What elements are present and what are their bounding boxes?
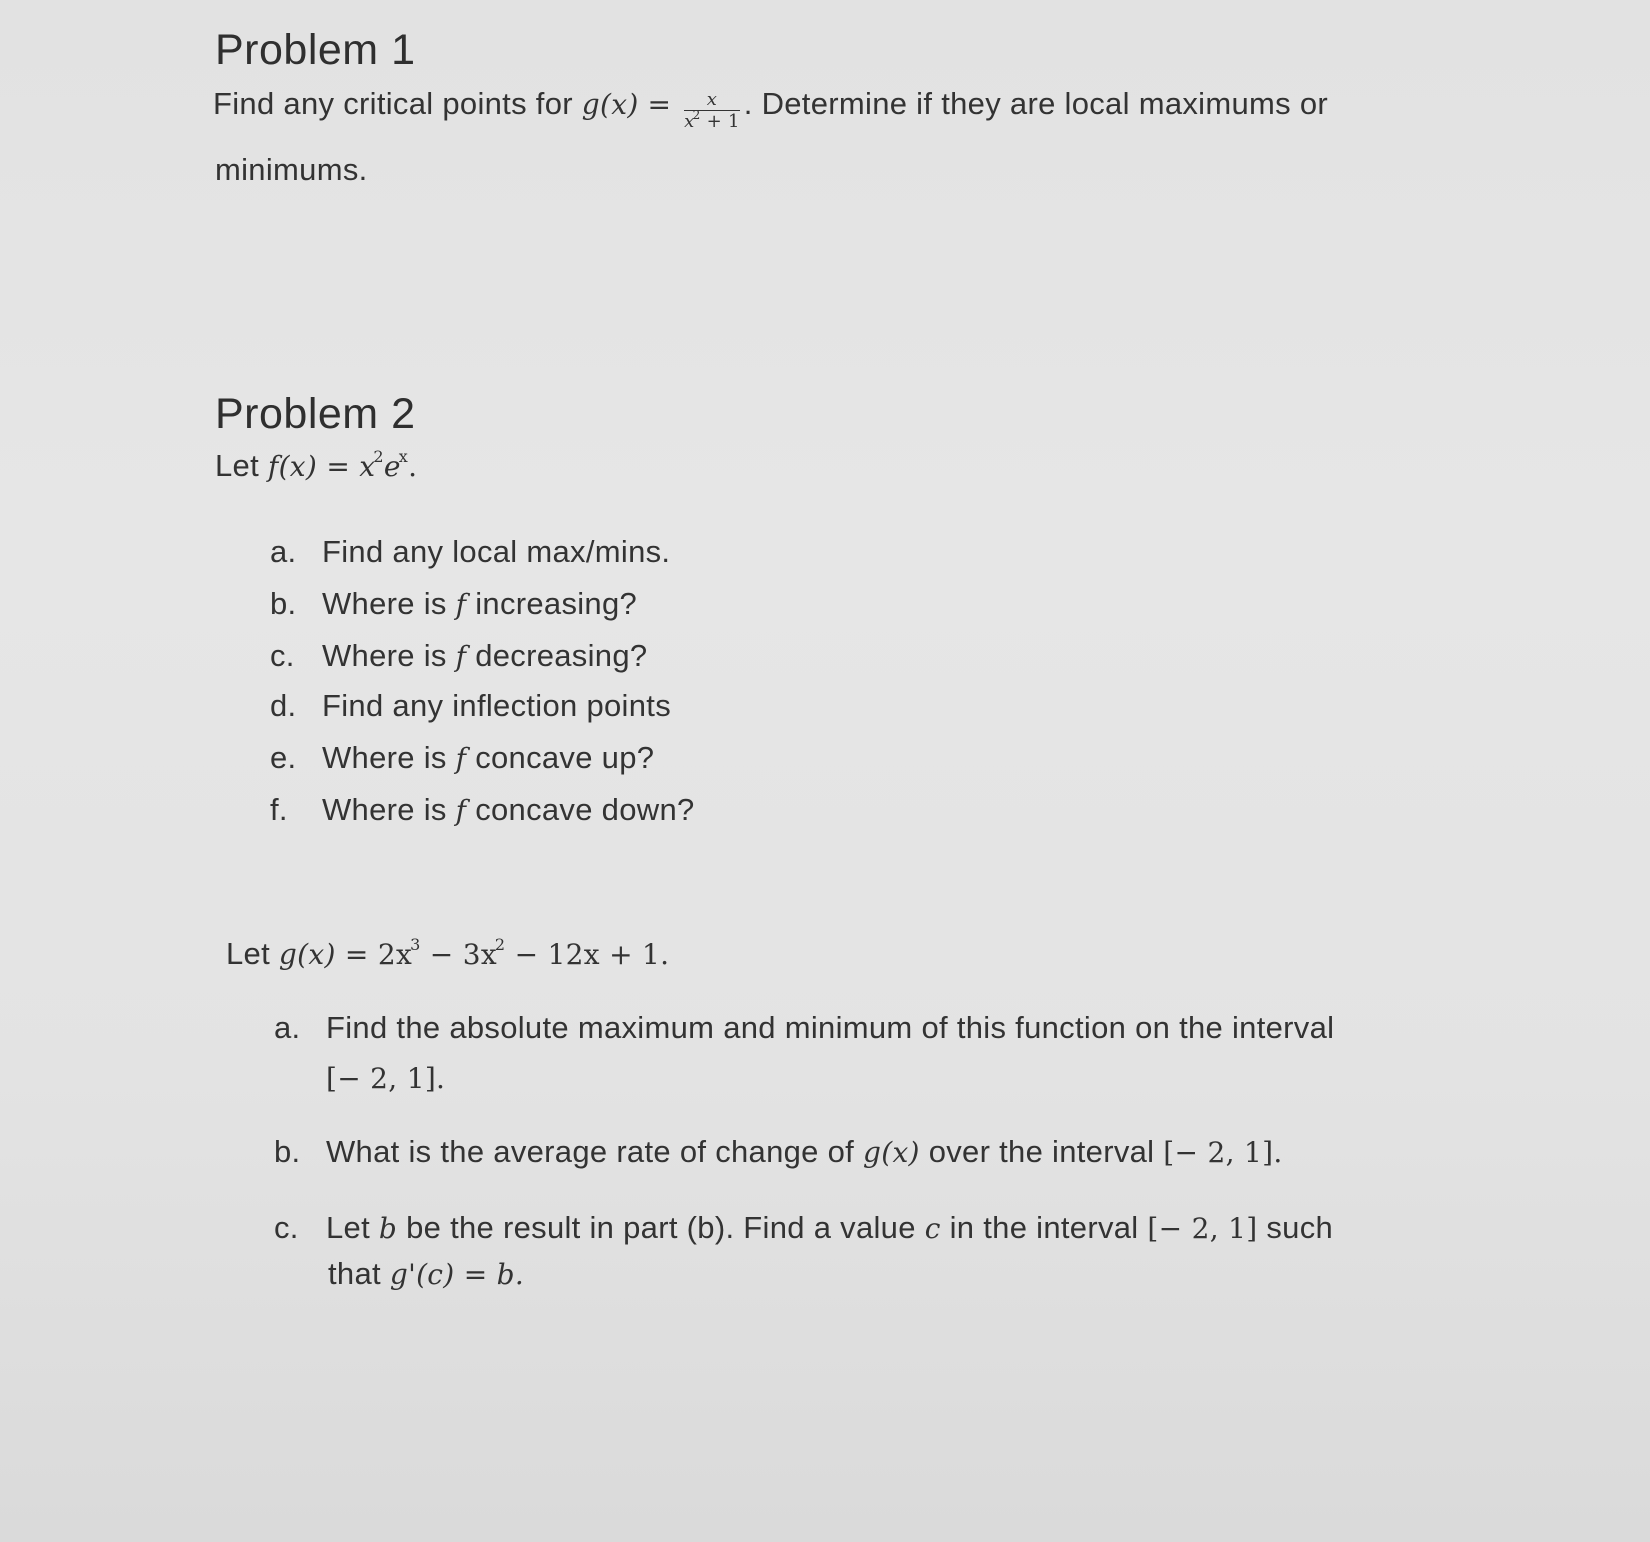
list-item: d. Find any inflection points	[270, 688, 671, 723]
problem-2-definition: Let $f(x) = x^2e^x$.	[215, 447, 418, 483]
problem-1-statement	[213, 84, 1329, 132]
problem-3-part-b: b. What is the average rate of change of g(x) over the interval [− 2, 1].	[274, 1134, 1283, 1169]
problem-3-part-c-line-2: that g'(c) = b.	[328, 1256, 525, 1291]
list-item: f. Where is f concave down?	[270, 792, 695, 827]
problem-1-text-before: Find any critical points for	[213, 86, 573, 122]
list-item: c. Where is f decreasing?	[270, 638, 648, 673]
problem-1-heading: Problem 1	[215, 26, 416, 74]
problem-1-equals: =	[647, 88, 672, 122]
problem-2-heading: Problem 2	[215, 390, 416, 438]
list-item: a. Find any local max/mins.	[270, 534, 671, 569]
problem-3-part-a: a. Find the absolute maximum and minimum of this function on the interval	[274, 1010, 1335, 1045]
problem-1-line-2: minimums.	[215, 152, 368, 187]
list-item: e. Where is f concave up?	[270, 740, 655, 775]
problem-1-function: g(x)	[581, 88, 639, 122]
fraction-numerator: x	[684, 90, 740, 111]
problem-1-fraction	[684, 90, 740, 134]
fraction-denominator: $x^2 + 1$	[684, 108, 740, 132]
problem-3-definition: Let $g(x) = 2x^3 - 3x^2 - 12x + 1$.	[226, 935, 670, 971]
list-item: b. Where is f increasing?	[270, 586, 638, 621]
problem-3-part-c: c. Let b be the result in part (b). Find a value c in the interval [− 2, 1] such	[274, 1210, 1334, 1245]
problem-1-text-after: . Determine if they are local maximums or	[743, 86, 1329, 122]
problem-3-part-a-interval: [− 2, 1].	[326, 1062, 446, 1095]
